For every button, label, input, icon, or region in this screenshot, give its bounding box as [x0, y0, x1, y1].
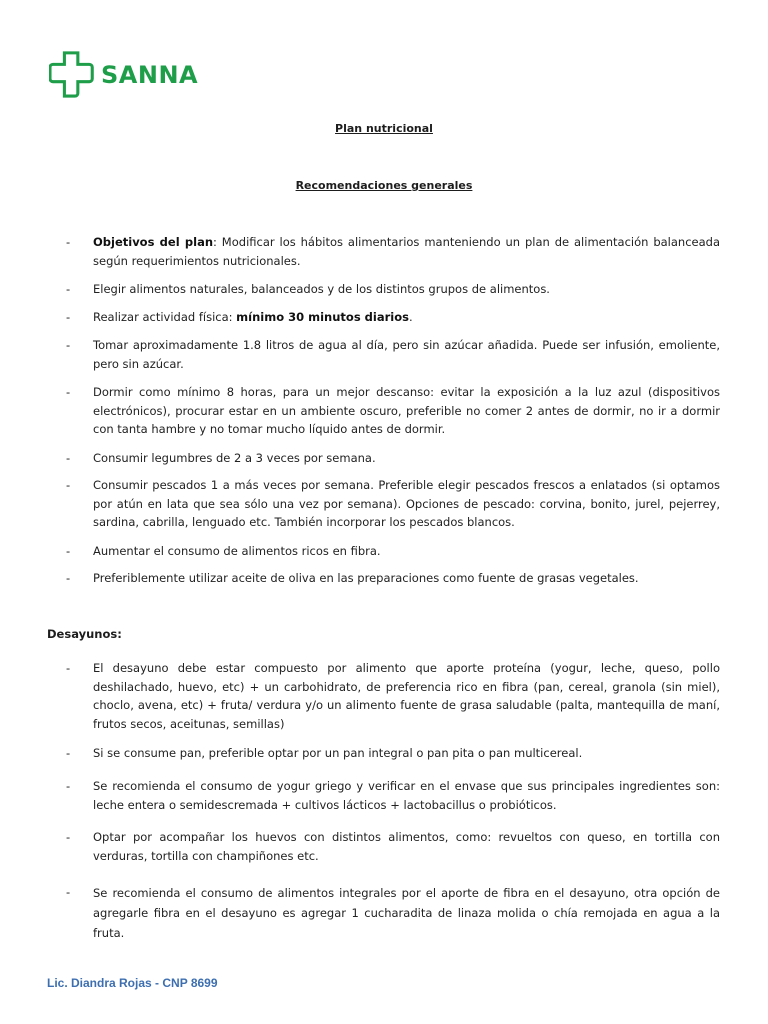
cross-outline-icon: [49, 50, 95, 100]
breakfast-heading: Desayunos:: [47, 627, 122, 641]
bullet-dash: -: [66, 235, 71, 249]
sanna-logo: [49, 50, 198, 100]
page-subtitle: Recomendaciones generales: [295, 179, 473, 192]
page-title: Plan nutricional: [335, 122, 433, 135]
logo-text: SANNA: [101, 61, 199, 89]
author-footer: Lic. Diandra Rojas - CNP 8699: [47, 976, 218, 990]
